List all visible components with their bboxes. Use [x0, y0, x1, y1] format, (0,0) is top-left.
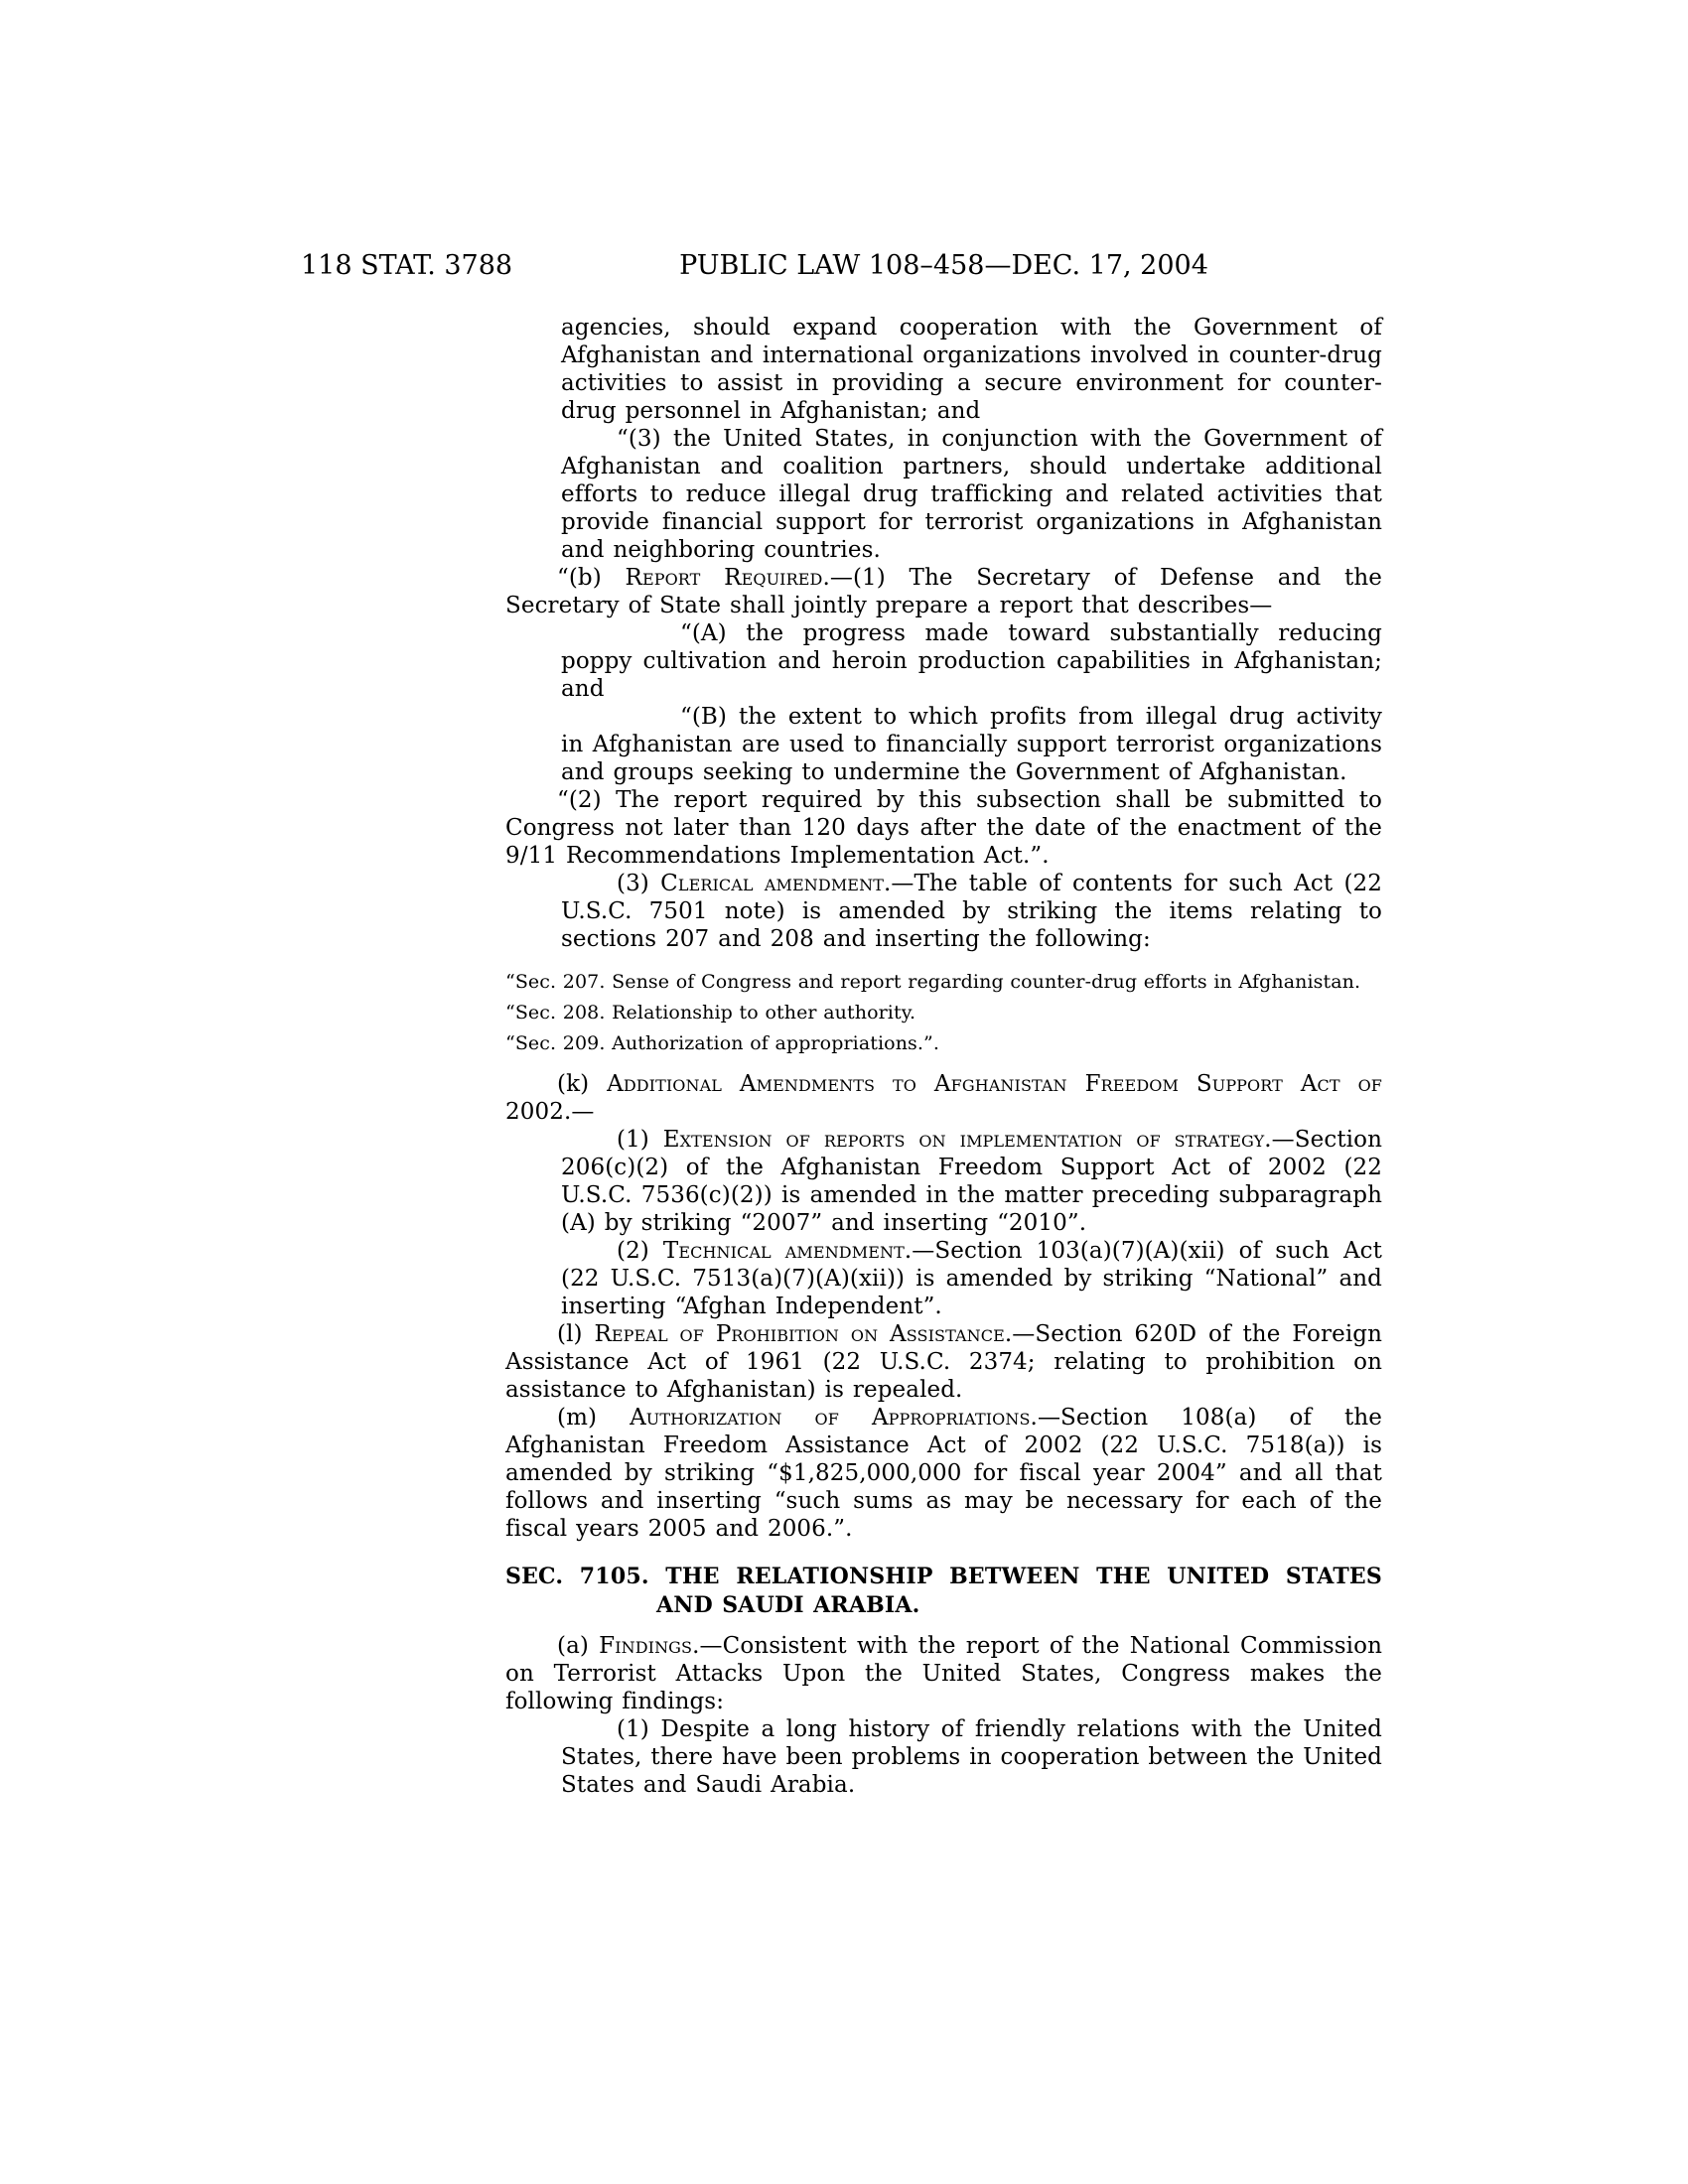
paragraph-text: “(2) The report required by this subsection shall be submitted to Congress not later than 120 days after the date of the enactment of the 9/11 Recommendations Implementation Act.”. — [505, 787, 1382, 869]
paragraph-text: “(A) the progress made toward substantially reducing poppy cultivation and heroin production capabilities in Afghanistan; and — [561, 620, 1382, 702]
paragraph-text: “(3) the United States, in conjunction with the Government of Afghanistan and coalition partners, should undertake additional efforts to reduce illegal drug trafficking and related activities that provide financial support for terrorist organizations in Afghanistan and neighboring countries. — [561, 426, 1382, 563]
paragraph-text: (2) — [617, 1238, 663, 1264]
stat-page-number: 118 STAT. 3788 — [301, 250, 513, 281]
small-caps-heading: Clerical amendment — [660, 871, 884, 896]
statute-paragraph — [561, 1237, 1382, 1320]
statute-paragraph — [561, 1126, 1382, 1237]
table-of-contents — [505, 969, 1382, 1056]
paragraph-text: (l) — [557, 1321, 595, 1347]
small-caps-heading: Report Required — [625, 565, 823, 591]
toc-entry: “Sec. 209. Authorization of appropriations.”. — [505, 1032, 939, 1054]
section-heading: SEC. 7105. THE RELATIONSHIP BETWEEN THE UNITED STATES AND SAUDI ARABIA. — [505, 1564, 1382, 1618]
statute-paragraph — [505, 786, 1382, 870]
toc-entry: “Sec. 208. Relationship to other authority. — [505, 1002, 916, 1024]
paragraph-text: .—(1) The Secretary of Defense and the Secretary of State shall jointly prepare a report that describes— — [505, 565, 1382, 618]
small-caps-heading: Additional Amendments to Afghanistan Freedom Support Act of 2002 — [505, 1071, 1382, 1125]
small-caps-heading: Technical amendment — [662, 1238, 905, 1264]
statute-paragraph — [561, 703, 1382, 786]
toc-entry: “Sec. 207. Sense of Congress and report regarding counter-drug efforts in Afghanistan. — [505, 971, 1361, 993]
paragraph-text: .—The table of contents for such Act (22 U.S.C. 7501 note) is amended by striking the items relating to sections 207 and 208 and inserting the following: — [561, 871, 1383, 952]
paragraph-text: .—Section 206(c)(2) of the Afghanistan Freedom Support Act of 2002 (22 U.S.C. 7536(c)(2)) is amended in the matter preceding subparagraph (A) by striking “2007” and inserting “2010”. — [561, 1127, 1382, 1236]
statute-paragraph — [505, 1404, 1382, 1543]
statute-paragraph — [505, 564, 1382, 619]
paragraph-text: .— — [563, 1099, 595, 1125]
paragraph-text: (3) — [617, 871, 661, 896]
statute-paragraph — [505, 1320, 1382, 1404]
paragraph-text: “(B) the extent to which profits from illegal drug activity in Afghanistan are used to financially support terrorist organizations and groups seeking to undermine the Government of Afghanistan. — [561, 704, 1382, 785]
paragraph-text: (m) — [557, 1405, 631, 1431]
paragraph-text: .—Section 108(a) of the Afghanistan Freedom Assistance Act of 2002 (22 U.S.C. 7518(a)) is amended by striking “$1,825,000,000 for fiscal year 2004” and all that follows and inserting “such sums as may be necessary for each of the fiscal years 2005 and 2006.”. — [505, 1405, 1382, 1542]
small-caps-heading: Authorization of Appropriations — [630, 1405, 1031, 1431]
law-title: PUBLIC LAW 108–458—DEC. 17, 2004 — [679, 250, 1208, 281]
statute-paragraph — [505, 1070, 1382, 1126]
paragraph-text: (k) — [557, 1071, 608, 1097]
statute-paragraph — [561, 1715, 1382, 1799]
paragraph-text: (a) — [557, 1633, 600, 1659]
paragraph-text: agencies, should expand cooperation with the Government of Afghanistan and international organizations involved in counter-drug activities to assist in providing a secure environment for counter-drug personnel in Afghanistan; and — [561, 315, 1382, 424]
statute-paragraph — [561, 314, 1382, 425]
statute-body — [505, 314, 1382, 1799]
small-caps-heading: Findings — [599, 1633, 693, 1659]
small-caps-heading: Repeal of Prohibition on Assistance — [594, 1321, 1005, 1347]
paragraph-text: .—Section 620D of the Foreign Assistance Act of 1961 (22 U.S.C. 2374; relating to prohibition on assistance to Afghanistan) is repealed. — [505, 1321, 1383, 1403]
paragraph-text: (1) Despite a long history of friendly relations with the United States, there have been problems in cooperation between the United States and Saudi Arabia. — [561, 1716, 1382, 1798]
paragraph-text: (1) — [617, 1127, 663, 1153]
small-caps-heading: Extension of reports on implementation of strategy — [662, 1127, 1265, 1153]
paragraph-text: .—Consistent with the report of the National Commission on Terrorist Attacks Upon the United States, Congress makes the following findings: — [505, 1633, 1382, 1714]
paragraph-text: “(b) — [557, 565, 626, 591]
statute-paragraph — [561, 870, 1382, 953]
statute-paragraph — [561, 619, 1382, 703]
statute-paragraph — [561, 425, 1382, 564]
paragraph-text: .—Section 103(a)(7)(A)(xii) of such Act (22 U.S.C. 7513(a)(7)(A)(xii)) is amended by striking “National” and inserting “Afghan Independent”. — [561, 1238, 1382, 1319]
statute-paragraph — [505, 1632, 1382, 1715]
